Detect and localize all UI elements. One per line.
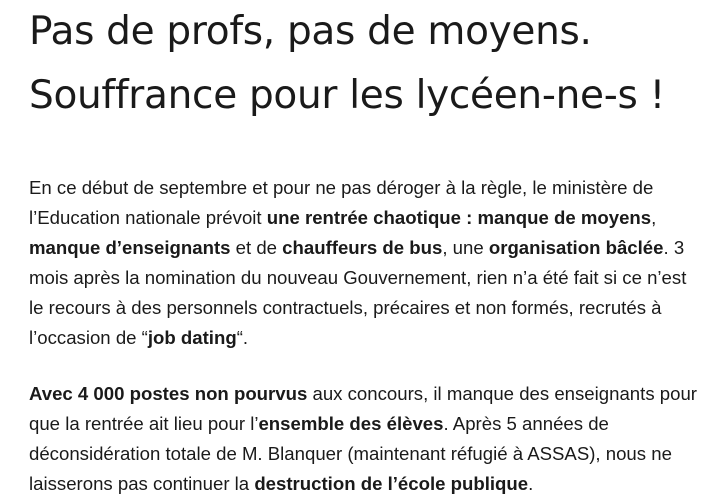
paragraph-1-text-5: . 3 mois après la nomination du nouveau Gouvernement, rien n’a été fait si ce n’est le recours à des personnels contractuels, précaires et non formés, recrutés à l’occasion de “ [29, 237, 687, 348]
paragraph-1-text-4: , une [442, 237, 489, 258]
paragraph-1-bold-4: organisation bâclée [488, 237, 664, 258]
paragraph-2 [29, 379, 699, 499]
paragraph-2-text-1: aux concours, il manque des enseignants pour que la rentrée ait lieu pour l’ [29, 383, 697, 434]
paragraph-2-bold-2: ensemble des élèves [258, 413, 444, 434]
paragraph-1-text-6: “. [236, 327, 249, 348]
paragraph-2-text-2: . Après 5 années de déconsidération totale de M. Blanquer (maintenant réfugié à ASSAS), nous ne laisserons pas continuer la [29, 413, 672, 494]
paragraph-1-bold-5: job dating [147, 327, 237, 348]
paragraph-1-bold-1: une rentrée chaotique : manque de moyens [266, 207, 652, 228]
paragraph-2-bold-1: Avec 4 000 postes non pourvus [29, 383, 308, 404]
paragraph-1-bold-2: manque d’enseignants [29, 237, 231, 258]
paragraph-1-text-1: En ce début de septembre et pour ne pas déroger à la règle, le ministère de l’Education nationale prévoit [29, 177, 654, 228]
paragraph-1-bold-3: chauffeurs de bus [282, 237, 443, 258]
paragraph-1 [29, 173, 699, 353]
title-line-1: Pas de profs, pas de moyens. [29, 9, 592, 54]
paragraph-1-text-2: , [651, 207, 657, 228]
paragraph-2-bold-3: destruction de l’école publique [254, 473, 529, 494]
title-line-2: Souffrance pour les lycéen-ne-s ! [29, 73, 665, 118]
article [29, 0, 699, 494]
paragraph-1-text-3: et de [230, 237, 283, 258]
page-title [29, 0, 699, 128]
paragraph-2-text-3: . [528, 473, 534, 494]
